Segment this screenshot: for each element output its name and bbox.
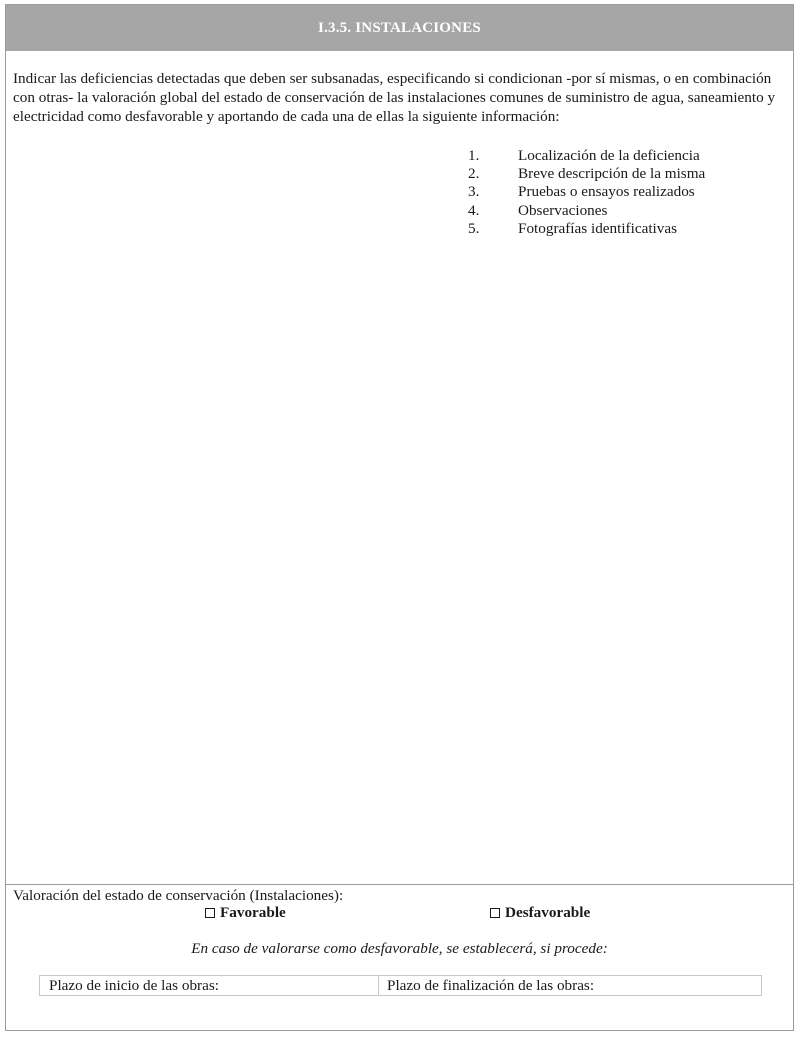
- list-item-number: 1.: [468, 147, 480, 164]
- list-item-label: Observaciones: [518, 201, 608, 219]
- list-item-label: Breve descripción de la misma: [518, 165, 706, 183]
- list-item-number: 2.: [468, 165, 480, 183]
- form-frame: [5, 4, 794, 1031]
- desfavorable-checkbox[interactable]: [490, 908, 500, 918]
- desfavorable-label: Desfavorable: [505, 904, 591, 921]
- list-item-label: Localización de la deficiencia: [518, 147, 700, 164]
- favorable-label: Favorable: [220, 904, 286, 921]
- intro-text: Indicar las deficiencias detectadas que deben ser subsanadas, especificando si condicionan -por sí mismas, o en combinación con otras- la valoración global del estado de conservación de las instalaciones comunes de suministro de agua, saneamiento y electricidad como desfavorable y aportando de cada una de ellas la siguiente información:: [13, 70, 776, 125]
- list-item-number: 4.: [468, 201, 480, 219]
- list-item: [468, 165, 705, 183]
- plazo-fin-field[interactable]: Plazo de finalización de las obras:: [387, 977, 595, 994]
- list-item-number: 5.: [468, 219, 480, 237]
- info-list: [468, 147, 705, 238]
- list-item: [468, 183, 705, 201]
- valoracion-label: Valoración del estado de conservación (Instalaciones):: [13, 887, 344, 904]
- list-item: [468, 202, 705, 220]
- favorable-option[interactable]: [205, 903, 286, 923]
- list-item-label: Fotografías identificativas: [518, 219, 678, 237]
- list-item: [468, 220, 705, 238]
- section-divider: [6, 884, 793, 885]
- plazo-inicio-field[interactable]: Plazo de inicio de las obras:: [40, 976, 379, 995]
- list-item-number: 3.: [468, 183, 480, 201]
- plazos-table: [39, 975, 762, 996]
- section-header: I.3.5. INSTALACIONES: [6, 5, 793, 51]
- list-item-label: Pruebas o ensayos realizados: [518, 183, 695, 201]
- list-item: [468, 147, 705, 165]
- desfavorable-note: En caso de valorarse como desfavorable, se establecerá, si procede:: [191, 940, 608, 957]
- favorable-checkbox[interactable]: [205, 908, 215, 918]
- desfavorable-option[interactable]: [490, 903, 590, 923]
